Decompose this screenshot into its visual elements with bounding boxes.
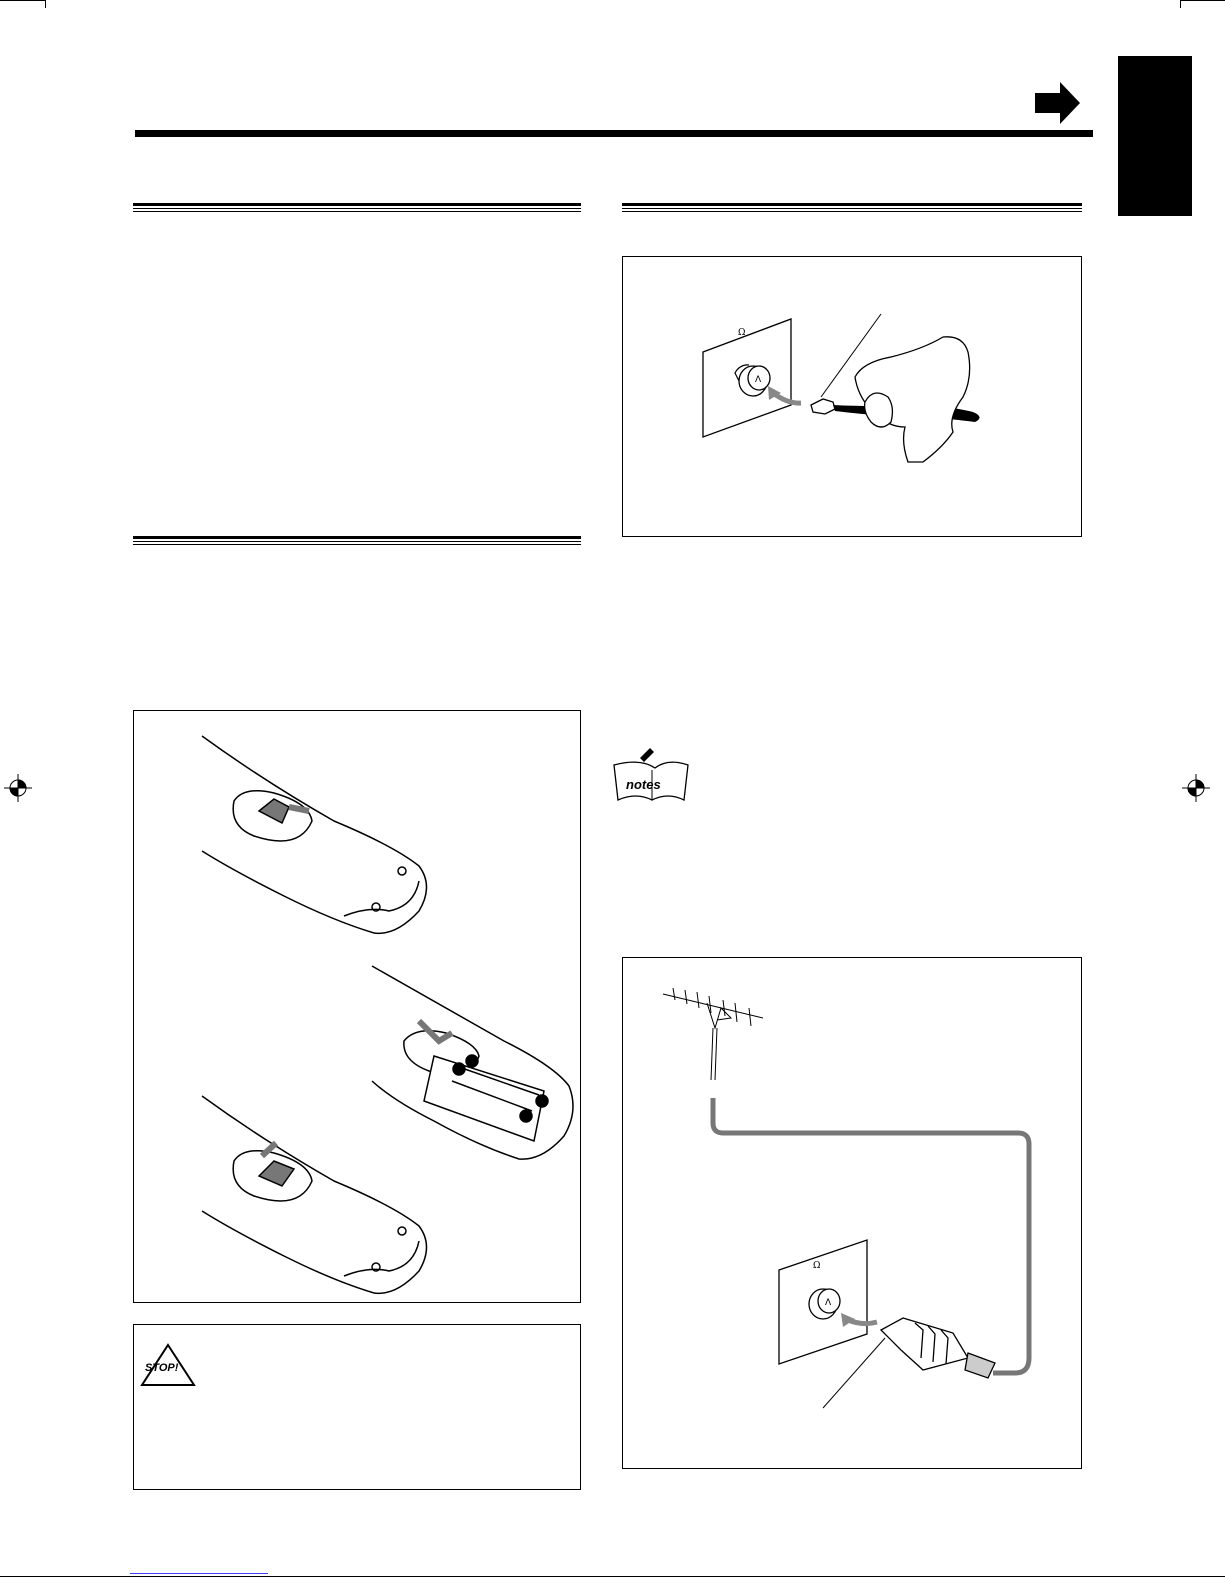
- antenna-cable: [713, 1098, 1029, 1373]
- ohm-label: Ω: [738, 328, 746, 338]
- ohm-label-outdoor: Ω: [813, 1261, 821, 1271]
- notes-label: notes: [626, 777, 661, 792]
- outdoor-antenna-illustration: [623, 958, 1083, 1470]
- remote-open-cover: [202, 736, 427, 933]
- antenna-icon: [663, 988, 763, 1080]
- remote-battery-illustration: [134, 711, 582, 1304]
- stop-icon: [134, 1325, 582, 1491]
- remote-close-cover: [202, 1096, 427, 1293]
- coax-connector: [881, 1318, 995, 1378]
- jack-label: ᐱ: [755, 375, 762, 385]
- stop-label: STOP!: [145, 1362, 179, 1374]
- battery-installation-figure: [133, 710, 581, 1303]
- caution-box: [133, 1324, 581, 1490]
- jack-label-outdoor: ᐱ: [825, 1298, 832, 1308]
- outdoor-antenna-figure: [622, 957, 1082, 1469]
- remote-batteries-inserted: [372, 966, 573, 1159]
